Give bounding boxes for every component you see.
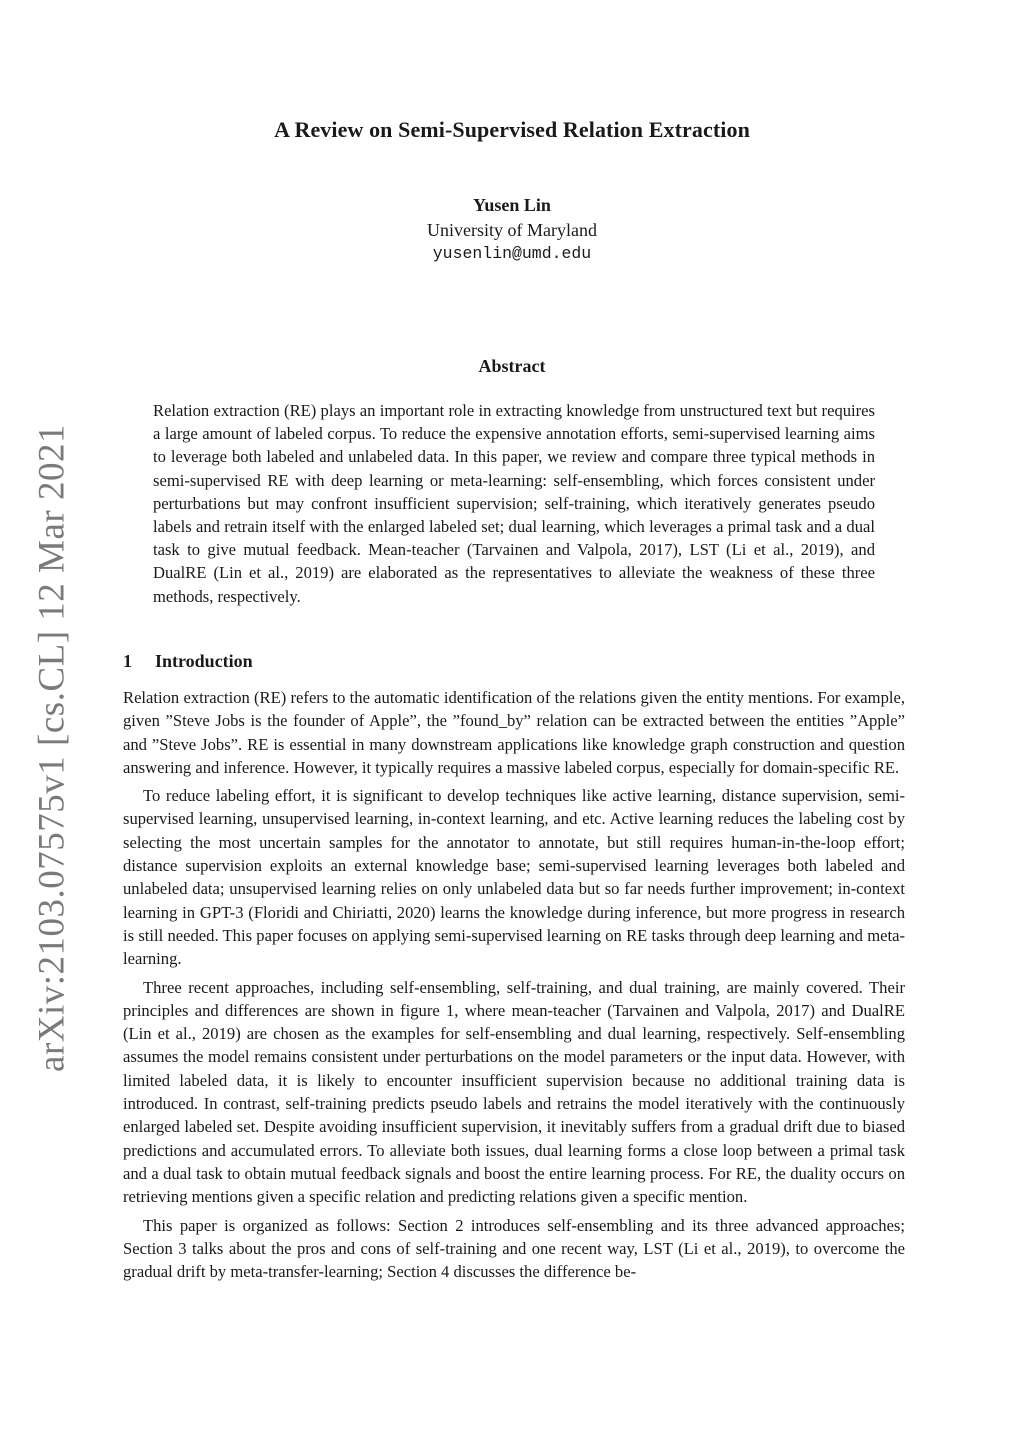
section-title: Introduction [155,651,253,671]
author-email[interactable]: yusenlin@umd.edu [432,244,592,263]
paper-title: A Review on Semi-Supervised Relation Extraction [274,117,750,142]
author-block [0,193,1024,266]
arxiv-identifier-stamp[interactable]: arXiv:2103.07575v1 [cs.CL] 12 Mar 2021 [31,424,73,1072]
section-number: 1 [123,651,132,671]
author-affiliation: University of Maryland [427,220,597,240]
author-name: Yusen Lin [473,195,551,215]
abstract-heading: Abstract [478,356,546,376]
section-heading-introduction [123,651,253,672]
introduction-body [123,686,905,1288]
paragraph: Relation extraction (RE) refers to the automatic identification of the relations given the entity mentions. For example, given ”Steve Jobs is the founder of Apple”, the ”found_by” relation can be extracted between the entities ”Apple” and ”Steve Jobs”. RE is essential in many downstream applications like knowledge graph construction and question answering and inference. However, it typically requires a massive labeled corpus, especially for domain-specific RE. [123,688,905,777]
paragraph: This paper is organized as follows: Section 2 introduces self-ensembling and its three advanced approaches; Section 3 talks about the pros and cons of self-training and one recent way, LST (Li et al., 2019), to overcome the gradual drift by meta-transfer-learning; Section 4 discusses the difference be- [123,1215,905,1282]
paragraph: To reduce labeling effort, it is significant to develop techniques like active learning, distance supervision, semi-supervised learning, unsupervised learning, in-context learning, and etc. Active learning reduces the labeling cost by selecting the most uncertain samples for the annotator to annotate, but still requires human-in-the-loop effort; distance supervision exploits an external knowledge base; semi-supervised learning leverages both labeled and unlabeled data; unsupervised learning relies on only unlabeled data but so far needs further improvement; in-context learning in GPT-3 (Floridi and Chiriatti, 2020) learns the knowledge during inference, but more progress in research is still needed. This paper focuses on applying semi-supervised learning on RE tasks through deep learning and meta-learning. [123,786,905,969]
paragraph: Three recent approaches, including self-ensembling, self-training, and dual training, are mainly covered. Their principles and differences are shown in figure 1, where mean-teacher (Tarvainen and Valpola, 2017) and DualRE (Lin et al., 2019) are chosen as the examples for self-ensembling and dual learning, respectively. Self-ensembling assumes the model remains consistent under perturbations on the model parameters or the input data. However, with limited labeled data, it is likely to encounter insufficient supervision because no additional training data is introduced. In contrast, self-training predicts pseudo labels and retrains the model iteratively with the continuously enlarged labeled set. Despite avoiding insufficient supervision, it inevitably suffers from a gradual drift due to biased predictions and accumulated errors. To alleviate both issues, dual learning forms a close loop between a primal task and a dual task to obtain mutual feedback signals and boost the entire learning process. For RE, the duality occurs on retrieving mentions given a specific relation and predicting relations given a specific mention. [123,977,905,1207]
abstract-text: Relation extraction (RE) plays an important role in extracting knowledge from unstructured text but requires a large amount of labeled corpus. To reduce the expensive annotation efforts, semi-supervised learning aims to leverage both labeled and unlabeled data. In this paper, we review and compare three typical methods in semi-supervised RE with deep learning or meta-learning: self-ensembling, which forces consistent under perturbations but may confront insufficient supervision; self-training, which iteratively generates pseudo labels and retrain itself with the enlarged labeled set; dual learning, which leverages a primal task and a dual task to give mutual feedback. Mean-teacher (Tarvainen and Valpola, 2017), LST (Li et al., 2019), and DualRE (Lin et al., 2019) are elaborated as the representatives to alleviate the weakness of these three methods, respectively. [153,401,875,606]
